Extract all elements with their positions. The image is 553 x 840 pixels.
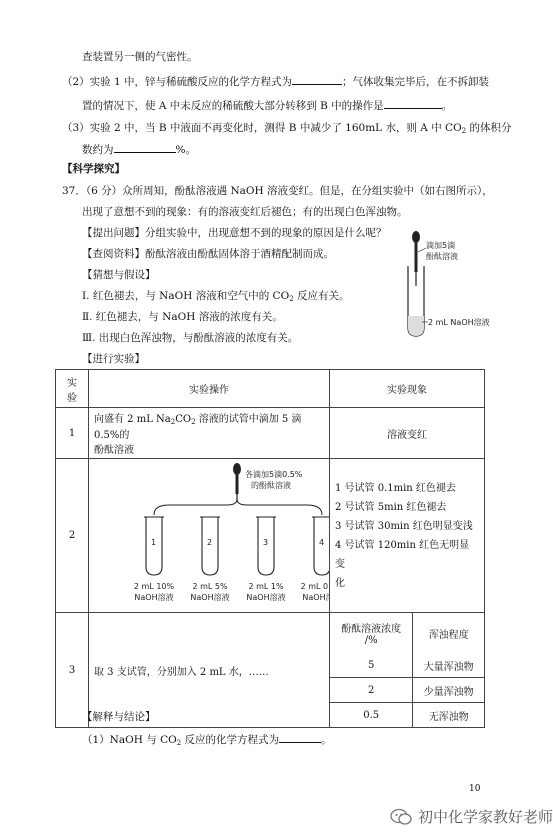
answer-blank[interactable] <box>279 732 321 743</box>
drop-label-1: 各滴加5滴0.5% <box>245 470 303 479</box>
table-header-row <box>56 370 485 408</box>
inner-row <box>330 703 484 728</box>
text-line: 查装置另一侧的气密性。 <box>82 51 198 63</box>
header-line: 酚酞溶液浓度 <box>341 624 402 635</box>
brace-line <box>154 499 322 515</box>
row-number: 1 <box>56 408 89 459</box>
hypothesis-2: Ⅱ. 红色褪去，与 NaOH 溶液的浓度有关。 <box>82 311 283 323</box>
answer-blank[interactable] <box>384 98 442 109</box>
tube-label-volume: 2 mL 5% <box>192 582 228 591</box>
drop-label-1: 滴加5滴 <box>426 241 456 250</box>
header-no-1: 实 <box>67 377 77 389</box>
question-3-line-1 <box>62 121 512 138</box>
text-fragment: 数约为 <box>82 144 114 156</box>
phenomenon-line: 1 号试管 0.1min 红色褪去 <box>335 482 456 494</box>
experiment-table <box>55 369 485 728</box>
question-3-line-2 <box>82 142 196 157</box>
four-tubes-figure <box>89 459 329 609</box>
row-phenomenon-table <box>330 613 485 728</box>
consult-info: 【查阅资料】酚酞溶液由酚酞固体溶于酒精配制而成。 <box>82 248 334 260</box>
inner-header-row <box>330 613 484 653</box>
phenomenon-line: 化 <box>335 577 345 589</box>
ask-question: 【提出问题】分组实验中，出现意想不到的现象的原因是什么呢？ <box>82 227 387 239</box>
subscript: 2 <box>191 418 196 426</box>
question-2-line-1 <box>62 74 489 89</box>
row-phenomenon: 溶液变红 <box>330 408 485 459</box>
test-tube-1 <box>134 517 175 602</box>
inner-row <box>330 678 484 703</box>
concentration-cell: 2 <box>330 678 413 703</box>
concentration-cell: 0.5 <box>330 703 413 728</box>
tube-label-solution: NaOH溶液 <box>190 593 230 602</box>
table-row <box>56 408 485 459</box>
experiment-heading: 【进行实验】 <box>82 353 145 365</box>
text-fragment: （2）实验 1 中，锌与稀硫酸反应的化学方程式为 <box>62 76 293 88</box>
subscript: 2 <box>461 127 467 135</box>
text-fragment: 的体积分 <box>466 122 512 134</box>
question-37-line-1: 37．（6 分）众所周知，酚酞溶液遇 NaOH 溶液变红。但是，在分组实验中（如右图所示）， <box>62 185 493 197</box>
phenomenon-line: 4 号试管 120min 红色无明显变 <box>335 539 470 570</box>
text-fragment: %。 <box>175 144 196 156</box>
watermark <box>390 806 553 827</box>
phenomenon-line: 3 号试管 30min 红色明显变浅 <box>335 520 473 532</box>
row-number: 3 <box>56 613 89 728</box>
row-operation: 取 3 支试管，分别加入 2 mL 水，…… <box>89 613 330 728</box>
concentration-cell: 5 <box>330 653 413 678</box>
page-number: 10 <box>469 784 481 794</box>
conclusion-1 <box>82 732 332 750</box>
drop-label-2: 酚酞溶液 <box>426 252 458 261</box>
header-cell-phenomenon: 实验现象 <box>330 370 485 408</box>
turbidity-cell: 少量浑浊物 <box>413 678 484 703</box>
text-fragment: Ⅰ. 红色褪去，与 NaOH 溶液和空气中的 CO <box>82 290 290 302</box>
inner-header-turbidity: 浑浊程度 <box>413 613 484 653</box>
tube-number: 2 <box>207 538 213 547</box>
inner-header-concentration <box>330 613 413 653</box>
question-2-line-2 <box>82 98 452 113</box>
turbidity-table <box>330 613 484 727</box>
row-phenomenon-list <box>330 459 485 613</box>
label-leader <box>418 248 426 252</box>
inner-row <box>330 653 484 678</box>
row-number: 2 <box>56 459 89 613</box>
table-row <box>56 459 485 613</box>
tube-label: 2 mL NaOH溶液 <box>428 318 490 327</box>
text-fragment: 。 <box>441 100 453 112</box>
question-37-line-2: 出现了意想不到的现象：有的溶液变红后褪色；有的出现白色浑浊物。 <box>82 206 408 218</box>
dropper-icon <box>412 231 420 286</box>
tube-number: 1 <box>151 538 157 547</box>
wechat-icon <box>390 808 412 826</box>
watermark-text: 初中化学家教好老师 <box>418 808 553 826</box>
text-fragment: 反应有关。 <box>293 290 350 302</box>
guess-heading: 【猜想与假设】 <box>82 269 156 281</box>
row-operation <box>89 408 330 459</box>
text-fragment: CO <box>175 414 192 425</box>
answer-blank[interactable] <box>292 74 342 85</box>
tube-number: 4 <box>319 538 325 547</box>
text-fragment: 。 <box>321 734 332 746</box>
tube-label-solution: NaOH <box>302 593 326 602</box>
test-tube-figure <box>398 226 508 344</box>
header-line: /% <box>364 635 378 646</box>
turbidity-cell: 大量浑浊物 <box>413 653 484 678</box>
phenomenon-line: 2 号试管 5min 红色褪去 <box>335 501 447 513</box>
subscript: 2 <box>176 739 182 747</box>
text-fragment: 溶液的试管中滴加 5 滴 0.5%的 <box>94 414 302 441</box>
text-fragment: ；气体收集完毕后，在不拆卸装 <box>342 76 490 88</box>
tube-label-volume: 2 mL 1% <box>248 582 284 591</box>
test-tube-3 <box>246 517 285 602</box>
test-tube-2 <box>190 517 229 602</box>
tube-label-volume: 2 mL 10% <box>133 582 175 591</box>
tube-number: 3 <box>263 538 269 547</box>
text-fragment: 向盛有 2 mL Na <box>94 414 171 425</box>
test-tube-4 <box>301 517 329 602</box>
text-fragment: （1）NaOH 与 CO <box>82 734 177 746</box>
turbidity-cell: 无浑浊物 <box>413 703 484 728</box>
answer-blank[interactable] <box>114 142 176 153</box>
dropper-icon <box>233 463 241 502</box>
tube-label-volume: 2 mL 0 <box>300 582 329 591</box>
header-cell-no <box>56 370 89 408</box>
drop-label-2: 的酚酞溶液 <box>251 481 291 490</box>
header-no-2: 验 <box>67 392 77 404</box>
row-operation-figure <box>89 459 330 613</box>
text-fragment: （3）实验 2 中，当 B 中液面不再变化时，测得 B 中减少了 160mL 水，则 A 中 CO <box>62 122 462 134</box>
liquid-fill <box>408 316 424 336</box>
subscript: 2 <box>170 418 176 426</box>
tube-label-solution: NaOH溶液 <box>246 593 286 602</box>
hypothesis-1 <box>82 289 350 306</box>
explain-heading: 【解释与结论】 <box>82 711 156 723</box>
text-fragment: 置的情况下，使 A 中未反应的稀硫酸大部分转移到 B 中的操作是 <box>82 100 384 112</box>
section-heading: 【科学探究】 <box>62 163 125 175</box>
hypothesis-3: Ⅲ. 出现白色浑浊物，与酚酞溶液的浓度有关。 <box>82 332 299 344</box>
operation-line-1 <box>94 410 324 441</box>
header-cell-operation: 实验操作 <box>89 370 330 408</box>
text-fragment: 反应的化学方程式为 <box>181 734 280 746</box>
tube-label-solution: NaOH溶液 <box>134 593 174 602</box>
subscript: 2 <box>289 295 294 303</box>
operation-line-2: 酚酞溶液 <box>94 445 134 456</box>
